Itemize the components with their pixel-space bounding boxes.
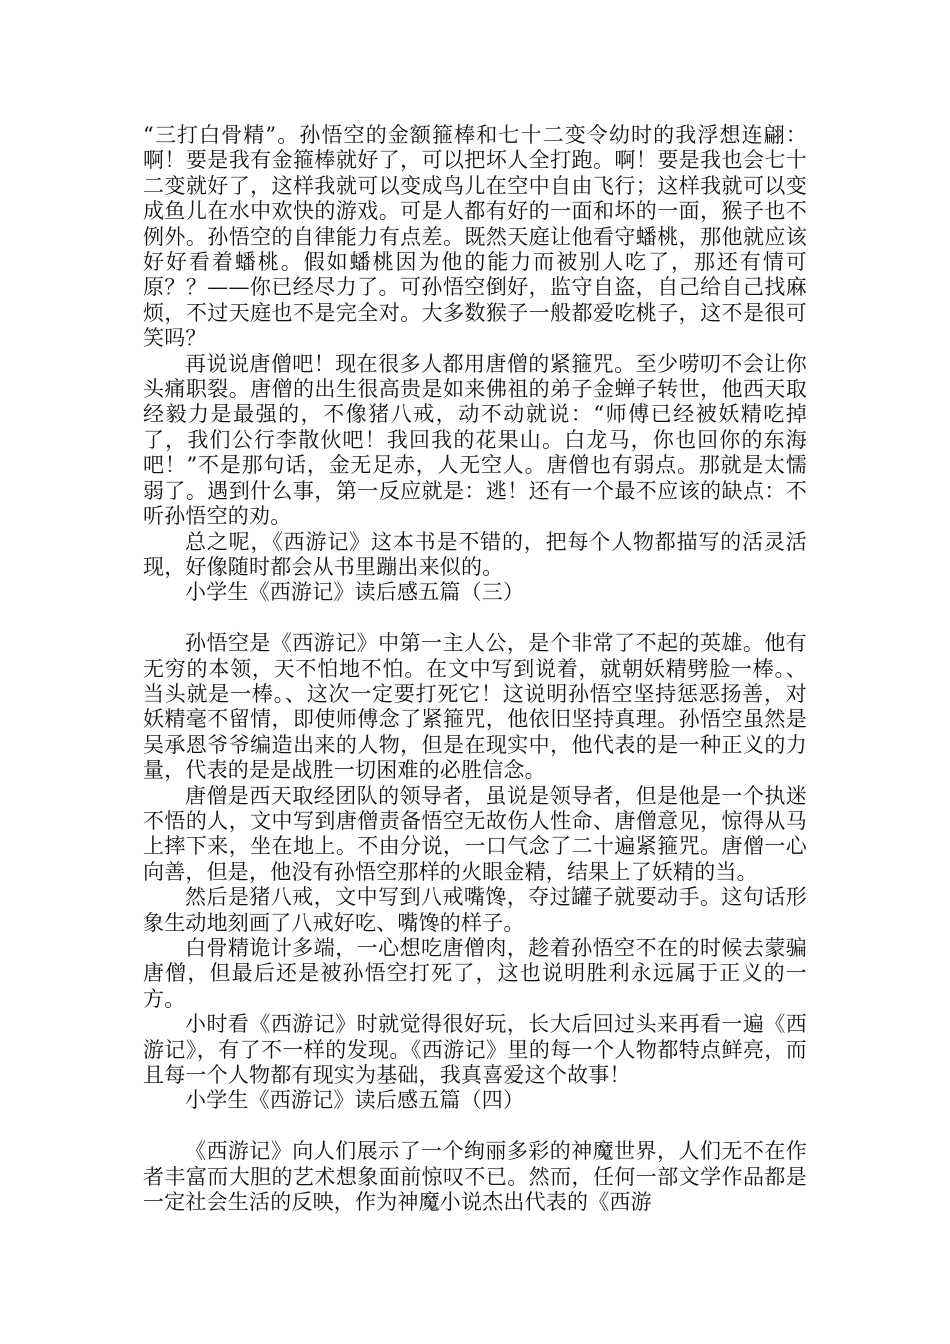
section-heading-3: 小学生《西游记》读后感五篇（三） xyxy=(185,580,525,605)
paragraph-7: 白骨精诡计多端，一心想吃唐僧肉，趁着孙悟空不在的时候去蒙骗唐僧，但最后还是被孙悟空打死了，这也说明胜利永远属于正义的一方。 xyxy=(143,935,807,1011)
paragraph-2: 再说说唐僧吧！现在很多人都用唐僧的紧箍咒。至少唠叨不会让你头痛职裂。唐僧的出生很高贵是如来佛祖的弟子金蝉子转世，他西天取经毅力是最强的，不像猪八戒，动不动就说：“师傅已经被妖精吃掉了，我们公行李散伙吧！我回我的花果山。白龙马，你也回你的东海吧！”不是那句话，金无足赤，人无空人。唐僧也有弱点。那就是太懦弱了。遇到什么事，第一反应就是：逃！还有一个最不应该的缺点：不听孙悟空的劝。 xyxy=(143,351,807,529)
paragraph-5: 唐僧是西天取经团队的领导者，虽说是领导者，但是他是一个执迷不悟的人，文中写到唐僧责备悟空无故伤人性命、唐僧意见，惊得从马上摔下来，坐在地上。不由分说，一口气念了二十遍紧箍咒。唐僧一心向善，但是，他没有孙悟空那样的火眼金精，结果上了妖精的当。 xyxy=(143,783,807,884)
paragraph-4: 孙悟空是《西游记》中第一主人公，是个非常了不起的英雄。他有无穷的本领，天不怕地不怕。在文中写到说着，就朝妖精劈脸一棒。、当头就是一棒。、这次一定要打死它！这说明孙悟空坚持惩恶扬善，对妖精毫不留情，即使师傅念了紧箍咒，他依旧坚持真理。孙悟空虽然是吴承恩爷爷编造出来的人物，但是在现实中，他代表的是一种正义的力量，代表的是是战胜一切困难的必胜信念。 xyxy=(143,631,807,783)
section-heading-4: 小学生《西游记》读后感五篇（四） xyxy=(185,1088,525,1113)
paragraph-1: “三打白骨精”。孙悟空的金额箍棒和七十二变令幼时的我浮想连翩：啊！要是我有金箍棒就好了，可以把坏人全打跑。啊！要是我也会七十二变就好了，这样我就可以变成鸟儿在空中自由飞行；这样我就可以变成鱼儿在水中欢快的游戏。可是人都有好的一面和坏的一面，猴子也不例外。孙悟空的自律能力有点差。既然天庭让他看守蟠桃，那他就应该好好看着蟠桃。假如蟠桃因为他的能力而被别人吃了，那还有情可原？？——你已经尽力了。可孙悟空倒好，监守自盗，自己给自己找麻烦，不过天庭也不是完全对。大多数猴子一般都爱吃桃子，这不是很可笑吗？ xyxy=(143,123,807,351)
section-spacer xyxy=(143,606,807,631)
paragraph-8: 小时看《西游记》时就觉得很好玩，长大后回过头来再看一遍《西游记》，有了不一样的发现。《西游记》里的每一个人物都特点鲜亮，而且每一个人物都有现实为基础，我真喜爱这个故事！ xyxy=(143,1012,807,1088)
paragraph-9: 《西游记》向人们展示了一个绚丽多彩的神魔世界，人们无不在作者丰富而大胆的艺术想象面前惊叹不已。然而，任何一部文学作品都是一定社会生活的反映，作为神魔小说杰出代表的《西游 xyxy=(143,1139,807,1215)
document-body xyxy=(143,123,807,1215)
paragraph-6: 然后是猪八戒，文中写到八戒嘴馋，夺过罐子就要动手。这句话形象生动地刻画了八戒好吃、嘴馋的样子。 xyxy=(143,885,807,935)
paragraph-3: 总之呢，《西游记》这本书是不错的，把每个人物都描写的活灵活现，好像随时都会从书里蹦出来似的。 xyxy=(143,529,807,579)
section-spacer xyxy=(143,1114,807,1139)
